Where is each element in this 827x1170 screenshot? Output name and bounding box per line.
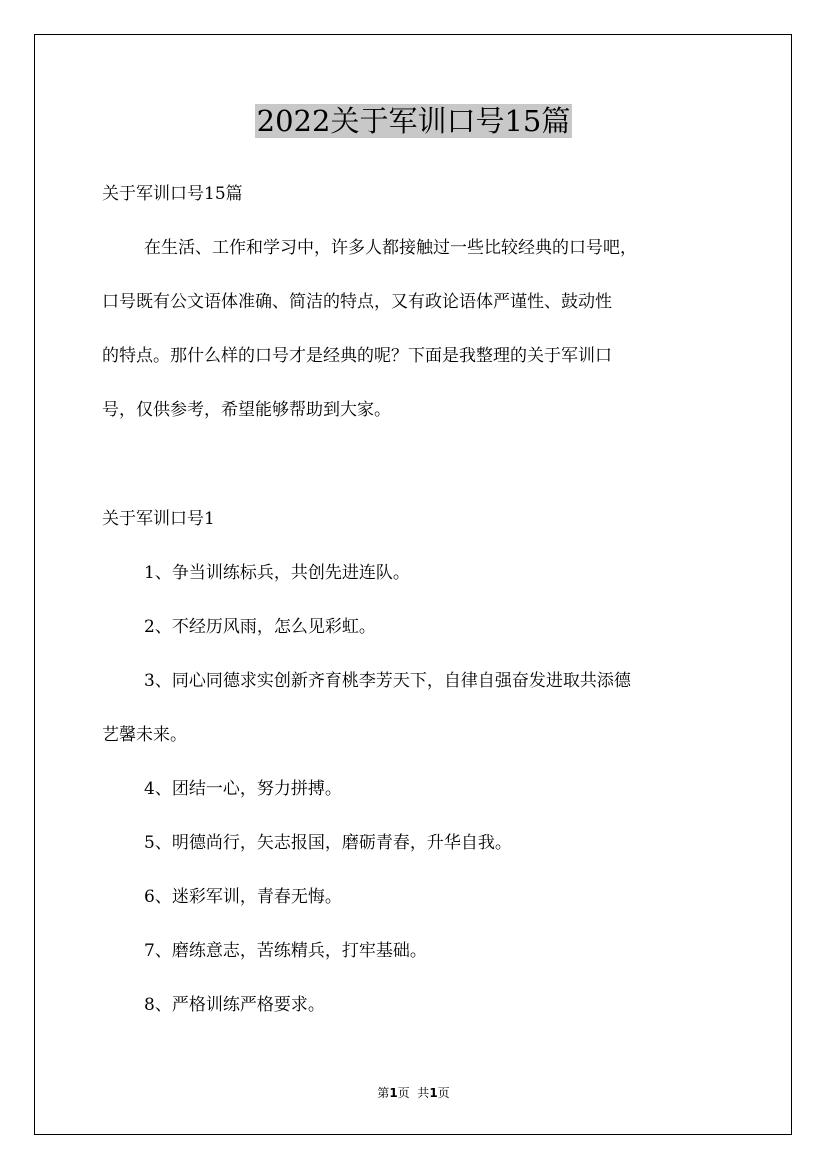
intro-line-2: 口号既有公文语体准确、简洁的特点，又有政论语体严谨性、鼓动性 xyxy=(102,292,612,312)
slogan-item-1: 1、争当训练标兵，共创先进连队。 xyxy=(144,563,410,583)
footer-page-prefix: 第 xyxy=(377,1086,390,1100)
intro-line-3: 的特点。那什么样的口号才是经典的呢？下面是我整理的关于军训口 xyxy=(102,346,612,366)
intro-line-4: 号，仅供参考，希望能够帮助到大家。 xyxy=(102,400,391,420)
footer-page-suffix: 页 xyxy=(437,1086,450,1100)
document-title xyxy=(0,99,827,143)
slogan-item-7: 7、磨练意志，苦练精兵，打牢基础。 xyxy=(144,941,427,961)
slogan-item-6: 6、迷彩军训，青春无悔。 xyxy=(144,887,342,907)
slogan-item-3: 3、同心同德求实创新齐育桃李芳天下，自律自强奋发进取共添德 xyxy=(144,671,631,691)
footer-page-mid: 页 共 xyxy=(397,1086,430,1100)
slogan-item-5: 5、明德尚行，矢志报国，磨砺青春，升华自我。 xyxy=(144,833,512,853)
slogan-item-2: 2、不经历风雨，怎么见彩虹。 xyxy=(144,617,376,637)
section-heading: 关于军训口号1 xyxy=(102,509,215,529)
page-footer xyxy=(0,1084,827,1101)
slogan-item-8: 8、严格训练严格要求。 xyxy=(144,995,325,1015)
intro-line-1: 在生活、工作和学习中，许多人都接触过一些比较经典的口号吧， xyxy=(144,238,637,258)
document-subtitle: 关于军训口号15篇 xyxy=(102,184,243,204)
slogan-item-4: 4、团结一心，努力拼搏。 xyxy=(144,779,342,799)
footer-page-total: 1 xyxy=(429,1086,438,1100)
footer-page-current: 1 xyxy=(389,1086,398,1100)
document-title-text: 2022关于军训口号15篇 xyxy=(256,104,571,138)
slogan-item-3-continued: 艺馨未来。 xyxy=(102,725,187,745)
